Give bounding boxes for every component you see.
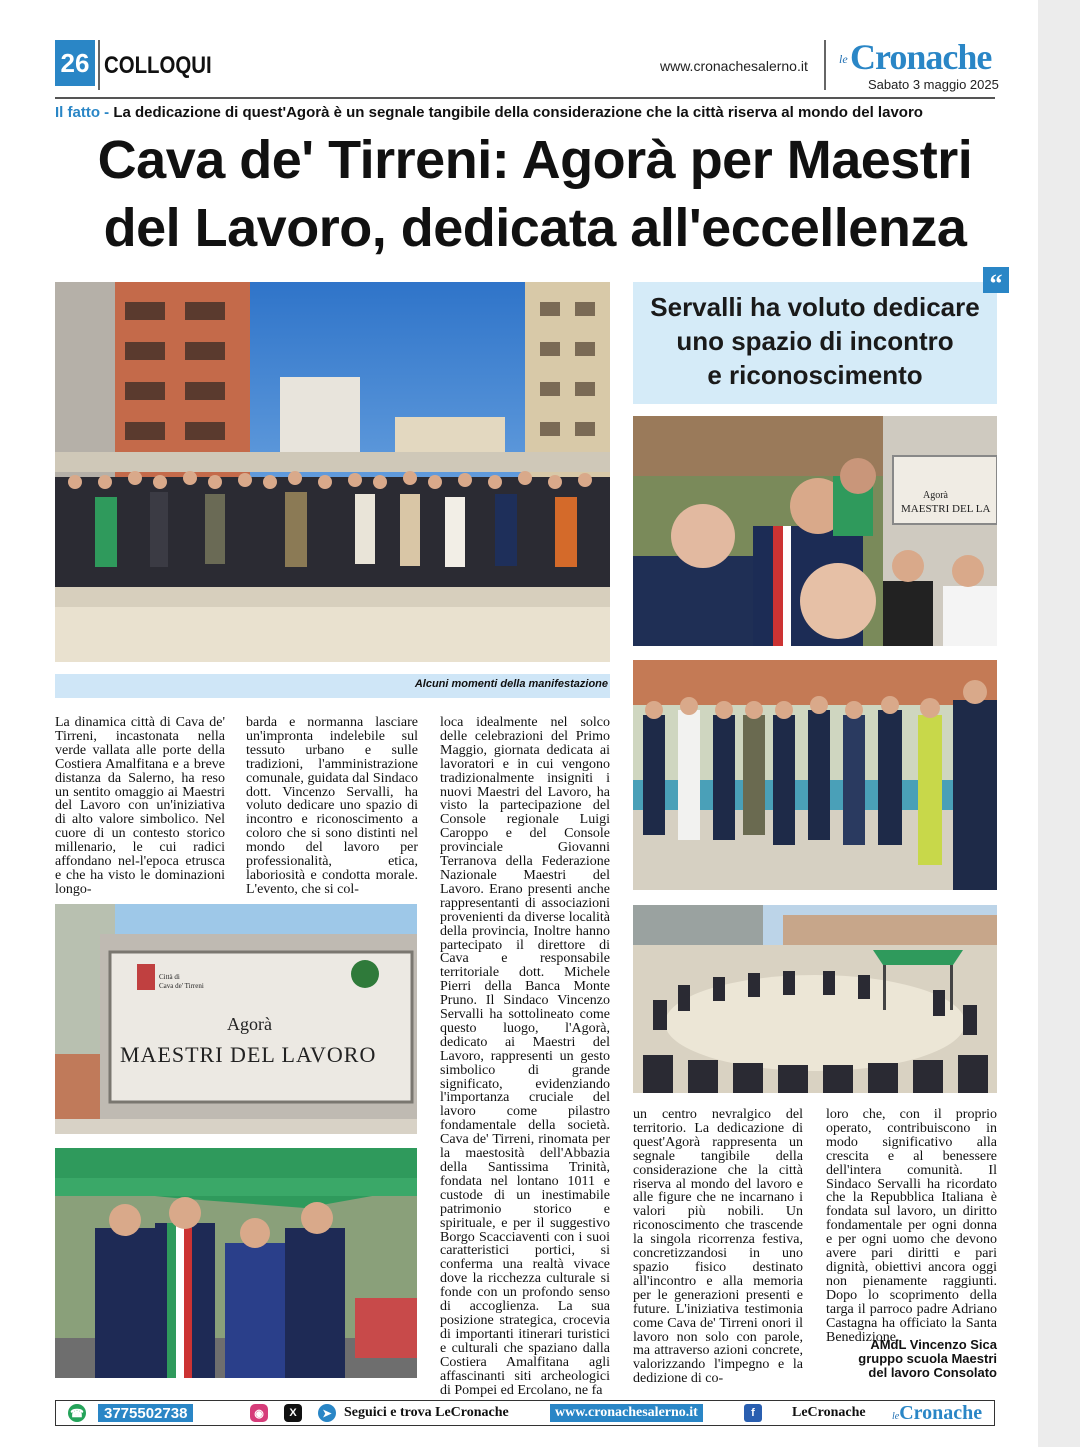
caption-bar [55,674,610,698]
telegram-icon[interactable]: ➤ [318,1401,336,1425]
signature-line: AMdL Vincenzo Sica [870,1337,997,1352]
signature-line: gruppo scuola Maestri [858,1351,997,1366]
issue-date: Sabato 3 maggio 2025 [868,77,999,92]
headline [40,126,1030,262]
headline-line: del Lavoro, dedicata all'eccellenza [103,198,967,258]
logo-prefix: le [839,52,848,66]
footer-website-link[interactable] [550,1401,703,1425]
quote-mark-icon: “ [983,267,1009,293]
whatsapp-icon[interactable]: ☎ [68,1401,86,1425]
headline-line: Cava de' Tirreni: Agorà per Maestri [97,130,973,190]
pull-quote-line: e riconoscimento [707,360,923,390]
plaque-photo [55,904,417,1134]
phone-number: 3775502738 [98,1404,193,1422]
header-divider [824,40,826,90]
header-website[interactable]: www.cronachesalerno.it [660,58,808,74]
kicker-text: La dedicazione di quest'Agorà è un segnale tangibile della considerazione che la città riserva al mondo del lavoro [113,104,923,121]
article-paragraph: un centro nevralgico del territorio. La dedicazione di quest'Agorà rappresenta un segnale tangibile della considerazione che la città riserva al mondo del lavoro e alle figure che ne incarnano i valori più nobili. Un riconoscimento che trascende la singola ricorrenza festiva, concretizzandosi in uno spazio fisico destinato all'incontro e alla memoria per le generazioni presenti e future. L'iniziativa testimonia come Cava de' Tirreni onori il lavoro non solo con parole, ma attraverso azioni concrete, valorizzando l'impegno e la dedizione di co- [633,1107,803,1387]
plaque-city-line2: Cava de' Tirreni [159,982,204,990]
footer-phone[interactable] [98,1401,193,1425]
article-signature [826,1338,997,1380]
group-photo [55,282,610,662]
instagram-icon[interactable]: ◉ [250,1401,268,1425]
pull-quote-line: Servalli ha voluto dedicare [650,292,980,322]
pull-quote-line: uno spazio di incontro [676,326,954,356]
article-column-2 [246,716,418,897]
x-icon[interactable]: X [284,1401,302,1425]
plaque-city-line1: Città di [159,973,180,981]
footer-logo-prefix: le [892,1410,900,1422]
selfie-photo [633,416,997,646]
pull-quote [633,282,997,404]
footer-logo-text: Cronache [899,1401,983,1424]
signature-line: del lavoro Consolato [868,1365,997,1380]
article-column-4 [633,1108,803,1386]
article-paragraph: loro che, con il proprio operato, contribuiscono in modo significativo alla crescita e al benessere dell'intera comunità. Il Sindaco Servalli ha ricordato che la Repubblica Italiana è fondata sul lavoro, un diritto fondamentale per ogni donna e per ogni uomo che devono avere pari diritti e pari dignità, obiettivi ancora oggi non pienamente raggiunti. Dopo lo scoprimento della targa il parroco padre Adriano Castagna ha officiato la Santa Benedizione. [826,1107,997,1345]
article-paragraph: La dinamica città di Cava de' Tirreni, incastonata nella verde vallata alle porte della Costiera Amalfitana e a breve distanza da Salerno, ha reso un sentito omaggio ai Maestri del Lavoro con un'iniziativa di alto valore simbolico. Nel cuore di un contesto storico millenario, le cui radici affondano nel-l'epoca etrusca e che ha visto le dominazioni longo- [55,715,225,897]
plaque-small-name: MAESTRI DEL LA [901,503,991,515]
footer-website: www.cronachesalerno.it [550,1404,703,1422]
article-column-3 [440,716,610,1397]
plaque-small-title: Agorà [923,490,948,501]
footer-bar [55,1400,995,1426]
newspaper-logo: Cronache [850,37,992,77]
pull-quote-text [633,290,997,392]
ceremony-lineup-photo [633,660,997,890]
article-column-1 [55,716,225,897]
section-title: COLLOQUI [104,52,212,79]
page-edge-shadow [1038,0,1080,1447]
agora-gathering-photo [633,905,997,1093]
article-paragraph: barda e normanna lasciare un'impronta indelebile sul tessuto urbano e sulle tradizioni, l'amministrazione comunale, guidata dal Sindaco dott. Vincenzo Servalli, ha voluto dedicare uno spazio di incontro e riconoscimento a coloro che si sono distinti nel mondo del lavoro per professionalità, etica, laboriosità e condotta morale. L'evento, che si col- [246,715,418,897]
footer-logo [892,1401,982,1425]
article-column-5 [826,1108,997,1344]
facebook-icon[interactable]: f [744,1401,762,1425]
header-rule [55,97,995,99]
blessing-tent-photo [55,1148,417,1378]
plaque-name: MAESTRI DEL LAVORO [120,1042,377,1067]
plaque-title: Agorà [227,1014,272,1034]
article-paragraph: loca idealmente nel solco delle celebrazioni del Primo Maggio, giornata dedicata ai lavoratori e in cui vengono tradizionalmente insigniti i nuovi Maestri del Lavoro, ha visto la partecipazione del Console regionale Luigi Caroppo e del Console provinciale Giovanni Terranova della Federazione Nazionale Maestri del Lavoro. Erano presenti anche rappresentanti di associazioni provenienti da diverse località della provincia, Inoltre hanno partecipato il direttore di Cava e responsabile territoriale dott. Michele Pierri della Banca Monte Pruno. Il Sindaco Vincenzo Servalli ha sottolineato come questo luogo, l'Agorà, dedicato ai Maestri del Lavoro, rappresenti un gesto simbolico di grande significato, evidenziando l'importanza cruciale del lavoro come pilastro fondamentale della società. Cava de' Tirreni, rinomata per la maestosità dell'Abbazia della Santissima Trinità, fondata nel lontano 1011 e custode di un inestimabile patrimonio storico e spirituale, e per il suggestivo Borgo Scacciaventi con i suoi caratteristici portici, si conferma una realtà vivace dove la ricchezza culturale si fonde con un profondo senso di accoglienza. La sua posizione strategica, crocevia di importanti itinerari turistici e culturali che spaziano dalla Costiera Amalfitana agli affascinanti siti archeologici di Pompei ed Ercolano, ne fa [440,715,610,1398]
header-divider [98,40,100,90]
photo-caption: Alcuni momenti della manifestazione [414,678,608,690]
facebook-name: LeCronache [792,1405,866,1420]
follow-text: Seguici e trova LeCronache [344,1405,509,1420]
kicker-label: Il fatto - [55,104,110,121]
page-number: 26 [55,40,95,86]
kicker [55,104,923,121]
